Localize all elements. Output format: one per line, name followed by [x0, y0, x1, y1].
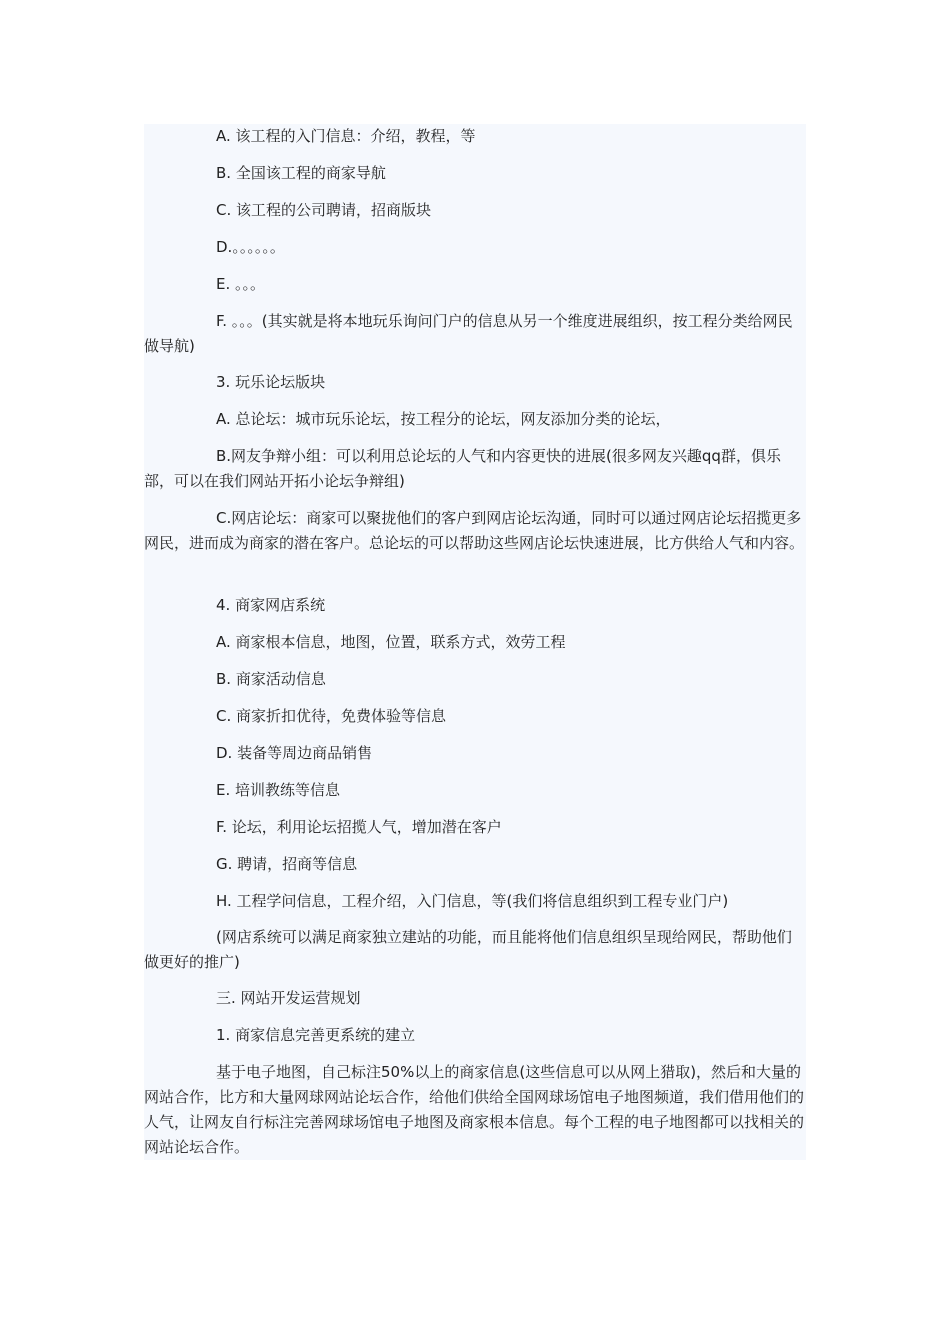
paragraph: D.。。。。。。 — [216, 238, 285, 256]
section-heading: 三. 网站开发运营规划 — [216, 989, 361, 1007]
paragraph: G. 聘请，招商等信息 — [216, 855, 358, 873]
paragraph: 基于电子地图，自己标注50%以上的商家信息(这些信息可以从网上猎取)，然后和大量的网站合作，比方和大量网球网站论坛合作，给他们供给全国网球场馆电子地图频道，我们借用他们的人气，让网友自行标注完善网球场馆电子地图及商家根本信息。每个工程的电子地图都可以找相关的网站论坛合作。 — [144, 1063, 805, 1156]
document-content — [144, 124, 806, 1160]
section-heading: 3. 玩乐论坛版块 — [216, 373, 326, 391]
paragraph: B.网友争辩小组：可以利用总论坛的人气和内容更快的进展(很多网友兴趣qq群，俱乐部，可以在我们网站开拓小论坛争辩组) — [144, 447, 781, 490]
paragraph: A. 总论坛：城市玩乐论坛，按工程分的论坛，网友添加分类的论坛， — [216, 410, 671, 428]
paragraph: B. 商家活动信息 — [216, 670, 326, 688]
paragraph: D. 装备等周边商品销售 — [216, 744, 373, 762]
section-heading: 1. 商家信息完善更系统的建立 — [216, 1026, 416, 1044]
paragraph: C. 该工程的公司聘请，招商版块 — [216, 201, 432, 219]
paragraph: B. 全国该工程的商家导航 — [216, 164, 386, 182]
paragraph: C. 商家折扣优待，免费体验等信息 — [216, 707, 447, 725]
paragraph: H. 工程学问信息，工程介绍，入门信息，等(我们将信息组织到工程专业门户) — [216, 892, 729, 910]
paragraph: A. 该工程的入门信息：介绍，教程，等 — [216, 127, 476, 145]
paragraph: E. 。。。 — [216, 275, 266, 293]
paragraph: E. 培训教练等信息 — [216, 781, 341, 799]
paragraph: A. 商家根本信息，地图，位置，联系方式，效劳工程 — [216, 633, 566, 651]
paragraph: C.网店论坛：商家可以聚拢他们的客户到网店论坛沟通，同时可以通过网店论坛招揽更多网民，进而成为商家的潜在客户。总论坛的可以帮助这些网店论坛快速进展，比方供给人气和内容。 — [144, 509, 805, 552]
paragraph: F. 论坛，利用论坛招揽人气，增加潜在客户 — [216, 818, 502, 836]
paragraph: F. 。。。(其实就是将本地玩乐询问门户的信息从另一个维度进展组织，按工程分类给网民做导航) — [144, 312, 793, 355]
paragraph: (网店系统可以满足商家独立建站的功能，而且能将他们信息组织呈现给网民，帮助他们做更好的推广) — [144, 928, 792, 971]
section-heading: 4. 商家网店系统 — [216, 596, 326, 614]
